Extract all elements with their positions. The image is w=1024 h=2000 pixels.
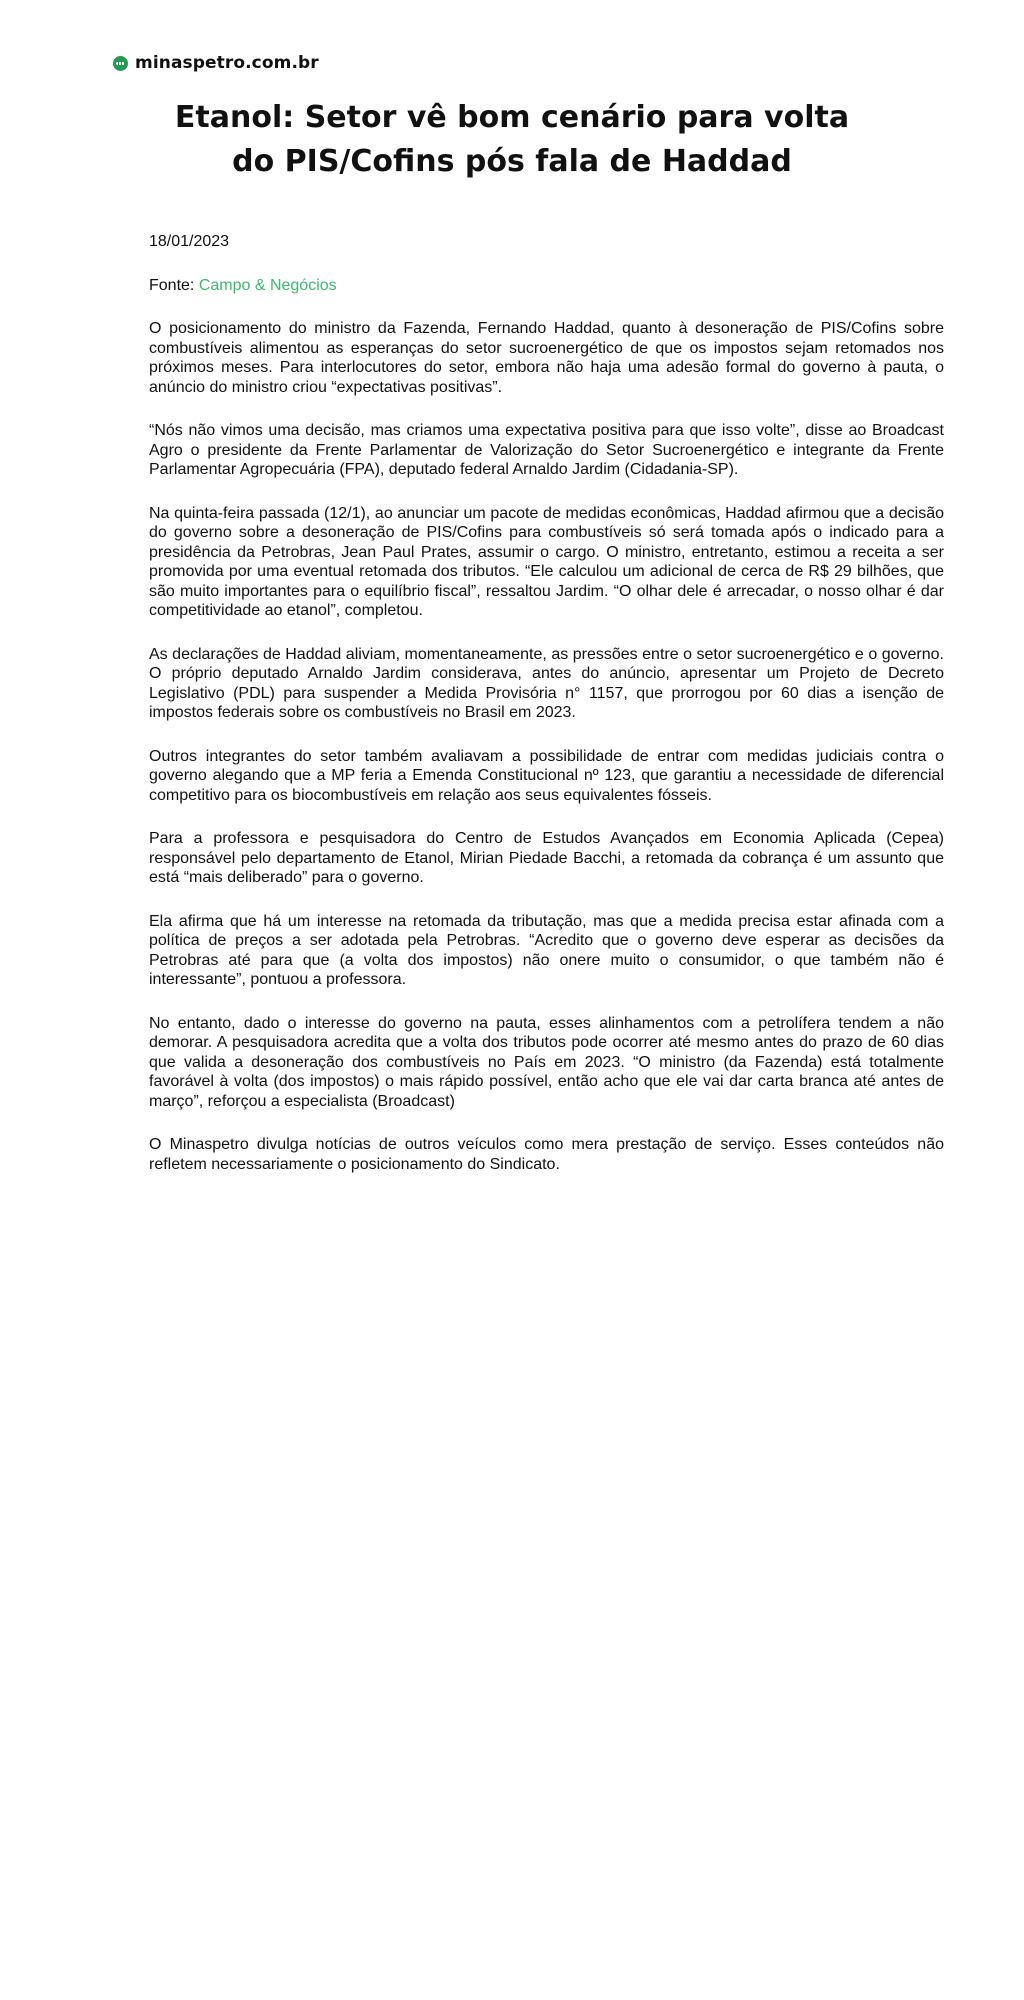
site-name[interactable]: minaspetro.com.br: [135, 53, 319, 73]
article-paragraph: O posicionamento do ministro da Fazenda, Fernando Haddad, quanto à desoneração de PIS/Cofins sobre combustíveis alimentou as esperanças do setor sucroenergético de que os impostos sejam retomados nos próximos meses. Para interlocutores do setor, embora não haja uma adesão formal do governo à pauta, o anúncio do ministro criou “expectativas positivas”.: [149, 320, 944, 396]
article-paragraph: Ela afirma que há um interesse na retomada da tributação, mas que a medida precisa estar afinada com a política de preços a ser adotada pela Petrobras. “Acredito que o governo deve esperar as decisões da Petrobras até para que (a volta dos impostos) não onere muito o consumidor, o que também não é interessante”, pontuou a professora.: [149, 912, 944, 988]
article-paragraph: Na quinta-feira passada (12/1), ao anunciar um pacote de medidas econômicas, Haddad afirmou que a decisão do governo sobre a desoneração de PIS/Cofins para combustíveis só será tomada após o indicado para a presidência da Petrobras, Jean Paul Prates, assumir o cargo. O ministro, entretanto, estimou a receita a ser promovida por uma eventual retomada dos tributos. “Ele calculou um adicional de cerca de R$ 29 bilhões, que são muito importantes para o equilíbrio fiscal”, ressaltou Jardim. “O olhar dele é arrecadar, o nosso olhar é dar competitividade ao etanol”, completou.: [149, 504, 944, 619]
site-header: [113, 50, 319, 76]
disclaimer-paragraph: O Minaspetro divulga notícias de outros veículos como mera prestação de serviço. Esses conteúdos não refletem necessariamente o posicionamento do Sindicato.: [149, 1136, 944, 1173]
article-title: Etanol: Setor vê bom cenário para volta do PIS/Cofins pós fala de Haddad: [174, 100, 850, 179]
article-paragraph: As declarações de Haddad aliviam, momentaneamente, as pressões entre o setor sucroenergético e o governo. O próprio deputado Arnaldo Jardim considerava, antes do anúncio, apresentar um Projeto de Decreto Legislativo (PDL) para suspender a Medida Provisória n° 1157, que prorrogou por 60 dias a isenção de impostos federais sobre os combustíveis no Brasil em 2023.: [149, 645, 944, 721]
site-logo-icon: [113, 56, 128, 71]
article-paragraph: “Nós não vimos uma decisão, mas criamos uma expectativa positiva para que isso volte”, disse ao Broadcast Agro o presidente da Frente Parlamentar de Valorização do Setor Sucroenergético e integrante da Frente Parlamentar Agropecuária (FPA), deputado federal Arnaldo Jardim (Cidadania-SP).: [149, 422, 944, 478]
article-paragraph: No entanto, dado o interesse do governo na pauta, esses alinhamentos com a petrolífera tendem a não demorar. A pesquisadora acredita que a volta dos tributos pode ocorrer até mesmo antes do prazo de 60 dias que valida a desoneração dos combustíveis no País em 2023. “O ministro (da Fazenda) está totalmente favorável à volta (dos impostos) o mais rápido possível, então acho que ele vai dar carta branca até antes de março”, reforçou a especialista (Broadcast): [149, 1014, 944, 1110]
source-label: Fonte:: [149, 276, 195, 294]
article-source: [149, 276, 944, 296]
article-paragraph: Para a professora e pesquisadora do Centro de Estudos Avançados em Economia Aplicada (Cepea) responsável pelo departamento de Etanol, Mirian Piedade Bacchi, a retomada da cobrança é um assunto que está “mais deliberado” para o governo.: [149, 830, 944, 886]
article-date: 18/01/2023: [149, 233, 230, 250]
article-body: [149, 232, 944, 1198]
article-paragraph: Outros integrantes do setor também avaliavam a possibilidade de entrar com medidas judiciais contra o governo alegando que a MP feria a Emenda Constitucional nº 123, que garantiu a necessidade de diferencial competitivo para os biocombustíveis em relação aos seus equivalentes fósseis.: [149, 747, 944, 804]
source-link[interactable]: Campo & Negócios: [198, 276, 337, 294]
